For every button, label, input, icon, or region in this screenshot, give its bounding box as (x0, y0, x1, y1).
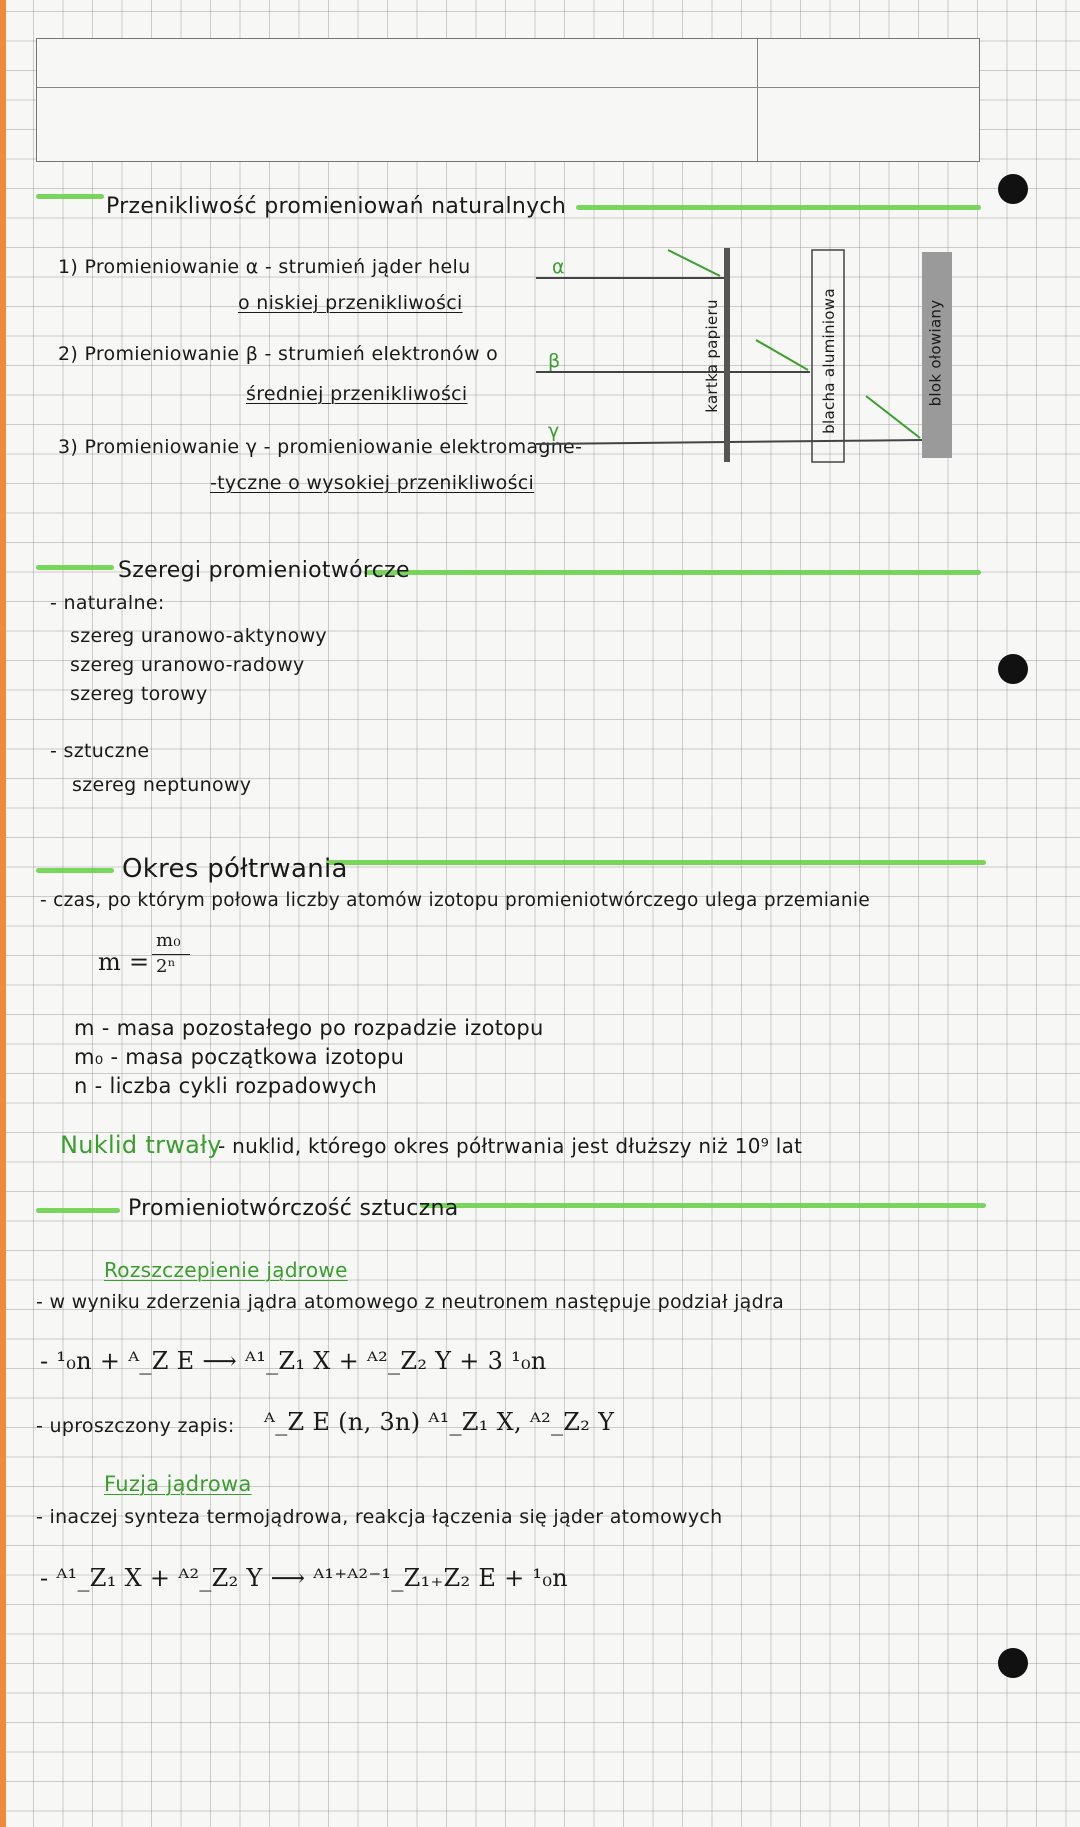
natural-series-2: szereg uranowo-radowy (70, 654, 305, 676)
alpha-desc-2: o niskiej przenikliwości (238, 292, 463, 314)
beta-label: β (548, 350, 561, 372)
alpha-label: α (552, 256, 565, 278)
paper-barrier (724, 248, 730, 462)
beta-desc-2: średniej przenikliwości (246, 383, 468, 405)
artificial-series-1: szereg neptunowy (72, 774, 252, 796)
section3-bar-right (326, 860, 986, 865)
short-notation-label: - uproszczony zapis: (36, 1415, 235, 1437)
paper-label: kartka papieru (702, 299, 721, 413)
fusion-equation: - ᴬ¹_Z₁ X + ᴬ²_Z₂ Y ⟶ ᴬ¹⁺ᴬ²⁻¹_Z₁₊Z₂ E + ¹₀n (40, 1564, 569, 1592)
section1-title: Przenikliwość promieniowań naturalnych (106, 194, 567, 219)
section2-title: Szeregi promieniotwórcze (118, 558, 410, 583)
gamma-desc: 3) Promieniowanie γ - promieniowanie elektromagne- (58, 436, 583, 458)
fusion-definition: - inaczej synteza termojądrowa, reakcja łączenia się jąder atomowych (36, 1506, 723, 1528)
section4-bar-left (36, 1208, 120, 1213)
section2-bar-right (364, 570, 981, 575)
stable-nuclide-term: Nuklid trwały (60, 1131, 222, 1159)
legend-n: n - liczba cykli rozpadowych (74, 1074, 378, 1098)
alpha-reflect (668, 250, 720, 276)
natural-series-3: szereg torowy (70, 683, 208, 705)
section4-bar-right (420, 1203, 986, 1208)
section2-bar-left (36, 565, 114, 570)
aluminium-label: blacha aluminiowa (819, 288, 838, 434)
legend-m: m - masa pozostałego po rozpadzie izotopu (74, 1016, 544, 1040)
fission-equation: - ¹₀n + ᴬ_Z E ⟶ ᴬ¹_Z₁ X + ᴬ²_Z₂ Y + 3 ¹₀n (40, 1347, 547, 1375)
section4-title: Promieniotwórczość sztuczna (128, 1196, 459, 1221)
formula-fraction-bar (152, 954, 190, 955)
alpha-desc: 1) Promieniowanie α - strumień jąder helu (58, 256, 471, 278)
fission-title: Rozszczepienie jądrowe (104, 1258, 348, 1282)
section3-title: Okres półtrwania (122, 854, 348, 884)
beta-desc: 2) Promieniowanie β - strumień elektronów o (58, 343, 499, 365)
short-notation-equation: ᴬ_Z E (n, 3n) ᴬ¹_Z₁ X, ᴬ²_Z₂ Y (264, 1408, 615, 1436)
section3-bar-left (36, 868, 114, 873)
formula-numerator: m₀ (156, 930, 181, 951)
gamma-label: γ (548, 420, 560, 442)
formula-lhs: m = (98, 948, 150, 976)
formula-denominator: 2ⁿ (156, 956, 176, 977)
natural-series-1: szereg uranowo-aktynowy (70, 625, 327, 647)
beta-reflect (756, 340, 808, 370)
natural-label: - naturalne: (50, 592, 165, 614)
artificial-label: - sztuczne (50, 740, 150, 762)
half-life-definition: - czas, po którym połowa liczby atomów izotopu promieniotwórczego ulega przemianie (40, 890, 871, 911)
gamma-reflect (866, 396, 920, 438)
stable-nuclide-definition: - nuklid, którego okres półtrwania jest dłuższy niż 10⁹ lat (218, 1134, 803, 1158)
legend-m0: m₀ - masa początkowa izotopu (74, 1045, 405, 1069)
fusion-title: Fuzja jądrowa (104, 1472, 252, 1496)
gamma-desc-2: -tyczne o wysokiej przenikliwości (210, 472, 535, 494)
fission-definition: - w wyniku zderzenia jądra atomowego z neutronem następuje podział jądra (36, 1291, 785, 1313)
lead-label: blok ołowiany (926, 299, 945, 407)
